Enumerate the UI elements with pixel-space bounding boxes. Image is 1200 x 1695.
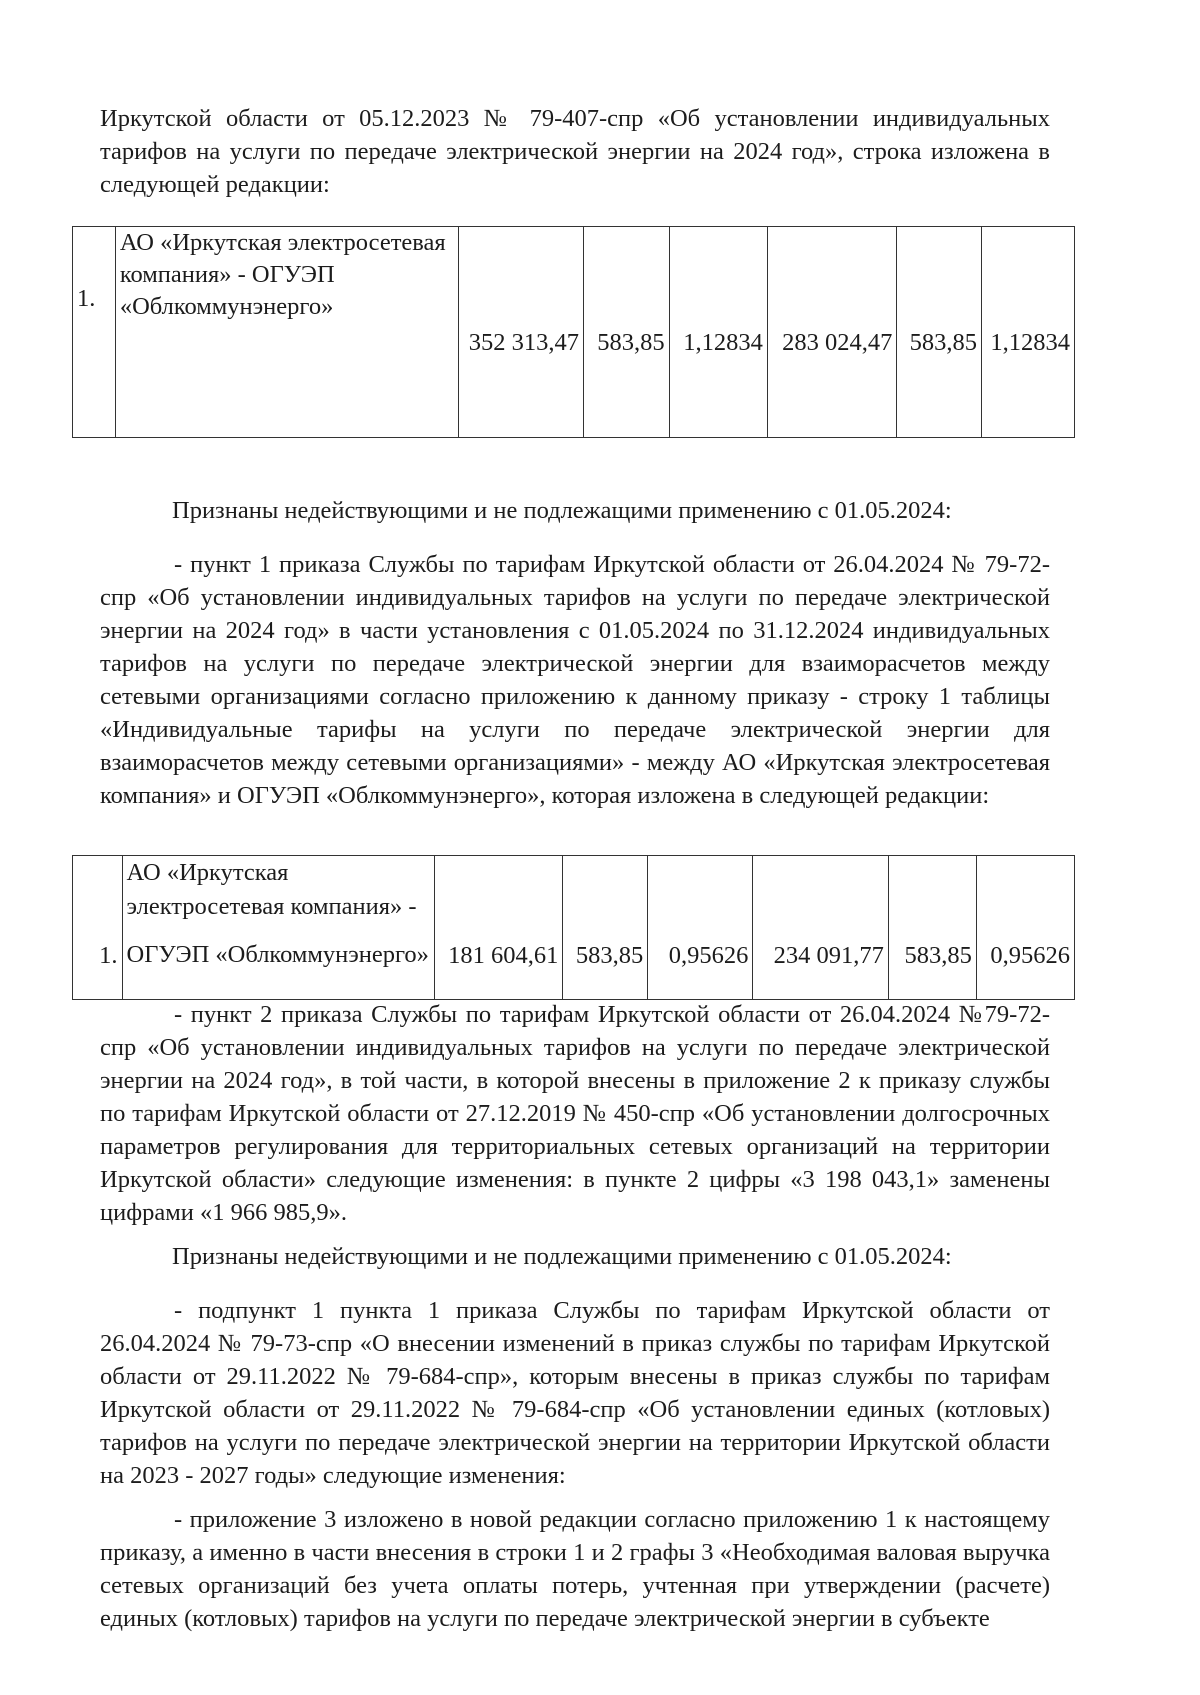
tariff-table-2 — [72, 855, 1075, 1000]
section1-heading: Признаны недействующими и не подлежащими применению с 01.05.2024: — [172, 497, 952, 524]
value-cell: 0,95626 — [648, 856, 753, 1000]
row-number: 1. — [73, 856, 123, 1000]
value-cell: 283 024,47 — [767, 227, 897, 438]
section3-paragraph-2: - приложение 3 изложено в новой редакции согласно приложению 1 к настоящему приказу, а именно в части внесения в строки 1 и 2 графы 3 «Необходимая валовая выручка сетевых организаций без учета оплаты потерь, учтенная при утверждении (расчете) единых (котловых) тарифов на услуги по передаче электрической энергии в субъекте — [100, 1506, 1050, 1632]
value-cell: 583,85 — [584, 227, 670, 438]
value-cell: 583,85 — [888, 856, 976, 1000]
value-cell: 1,12834 — [669, 227, 767, 438]
organization-name-line: электросетевая компания» - — [126, 893, 417, 920]
section3-heading: Признаны недействующими и не подлежащими применению с 01.05.2024: — [172, 1243, 952, 1270]
table-row — [73, 227, 1075, 438]
value-cell: 583,85 — [563, 856, 648, 1000]
organization-name: АО «Иркутская электросетевая компания» - ОГУЭП «Облкоммунэнерго» — [115, 227, 459, 438]
value-cell: 583,85 — [897, 227, 982, 438]
value-cell: 234 091,77 — [753, 856, 888, 1000]
value-cell: 1,12834 — [981, 227, 1074, 438]
value-cell: 352 313,47 — [459, 227, 584, 438]
row-number: 1. — [73, 227, 116, 438]
organization-name — [122, 856, 434, 1000]
tariff-table-1 — [72, 226, 1075, 438]
table-row — [73, 856, 1075, 1000]
section2-paragraph: - пункт 2 приказа Службы по тарифам Иркутской области от 26.04.2024 №79-72-спр «Об установлении индивидуальных тарифов на услуги по передаче электрической энергии на 2024 год», в той части, в которой внесены в приложение 2 к приказу службы по тарифам Иркутской области от 27.12.2019 № 450-спр «Об установлении долгосрочных параметров регулирования для территориальных сетевых организаций на территории Иркутской области» следующие изменения: в пункте 2 цифры «3 198 043,1» заменены цифрами «1 966 985,9». — [100, 1001, 1050, 1226]
value-cell: 181 604,61 — [434, 856, 562, 1000]
section3-paragraph-1: - подпункт 1 пункта 1 приказа Службы по тарифам Иркутской области от 26.04.2024 № 79-73-спр «О внесении изменений в приказ службы по тарифам Иркутской области от 29.11.2022 № 79-684-спр», которым внесены в приказ службы по тарифам Иркутской области от 29.11.2022 № 79-684-спр «Об установлении единых (котловых) тарифов на услуги по передаче электрической энергии на территории Иркутской области на 2023 - 2027 годы» следующие изменения: — [100, 1297, 1050, 1489]
organization-name-line: ОГУЭП «Облкоммунэнерго» — [126, 941, 429, 968]
intro-paragraph: Иркутской области от 05.12.2023 № 79-407-спр «Об установлении индивидуальных тарифов на услуги по передаче электрической энергии на 2024 год», строка изложена в следующей редакции: — [100, 105, 1050, 198]
section1-paragraph: - пункт 1 приказа Службы по тарифам Иркутской области от 26.04.2024 № 79-72-спр «Об установлении индивидуальных тарифов на услуги по передаче электрической энергии на 2024 год» в части установления с 01.05.2024 по 31.12.2024 индивидуальных тарифов на услуги по передаче электрической энергии для взаиморасчетов между сетевыми организациями согласно приложению к данному приказу - строку 1 таблицы «Индивидуальные тарифы на услуги по передаче электрической энергии для взаиморасчетов между сетевыми организациями» - между АО «Иркутская электросетевая компания» и ОГУЭП «Облкоммунэнерго», которая изложена в следующей редакции: — [100, 551, 1050, 809]
value-cell: 0,95626 — [976, 856, 1074, 1000]
organization-name-line: АО «Иркутская — [126, 859, 289, 886]
